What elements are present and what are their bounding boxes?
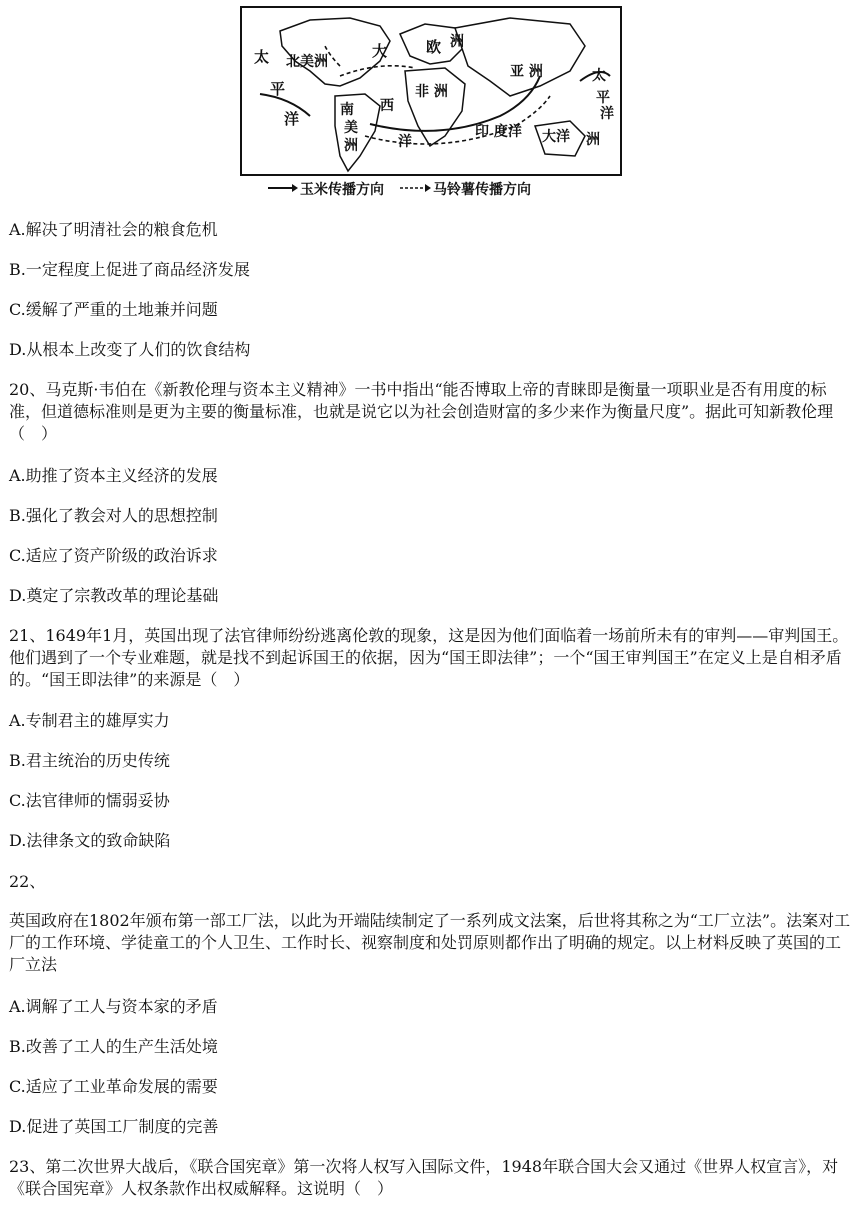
- label-south-1: 南: [340, 102, 354, 118]
- map-figure: [240, 6, 623, 202]
- label-yang-left: 洋: [284, 110, 300, 128]
- label-ping: 平: [270, 80, 286, 98]
- q21-option-c: C.法官律师的懦弱妥协: [9, 791, 170, 810]
- legend-solid-arrowhead: [292, 184, 298, 192]
- legend-corn: 玉米传播方向: [300, 182, 384, 198]
- q20-option-a: A.助推了资本主义经济的发展: [9, 466, 218, 485]
- q19-option-c: C.缓解了严重的土地兼并问题: [9, 300, 218, 319]
- q21-option-a: A.专制君主的雄厚实力: [9, 711, 170, 730]
- label-tai: 太: [254, 48, 270, 66]
- q20-option-d: D.奠定了宗教改革的理论基础: [9, 586, 219, 605]
- q22-option-a: A.调解了工人与资本家的矛盾: [9, 997, 218, 1016]
- label-africa: 非 洲: [415, 84, 448, 100]
- label-ou: 欧: [426, 38, 442, 56]
- q19-option-a: A.解决了明清社会的粮食危机: [9, 220, 218, 239]
- label-south-3: 洲: [344, 138, 358, 154]
- label-yang-r: 洋: [600, 106, 614, 122]
- label-indian: 印 度洋: [475, 124, 522, 140]
- q21-option-b: B.君主统治的历史传统: [9, 751, 170, 770]
- label-yang-atl: 洋: [398, 134, 412, 150]
- label-xi: 西: [380, 98, 394, 114]
- q20-stem: 20、马克斯·韦伯在《新教伦理与资本主义精神》一书中指出“能否博取上帝的青睐即是衡量一项职业是否有用度的标准，但道德标准则是更为主要的衡量标准，也就是说它以为社会创造财富的多少来作为衡量尺度”。据此可知新教伦理（ ）: [9, 380, 834, 443]
- label-da: 大: [372, 42, 388, 60]
- q22-number: 22、: [9, 872, 46, 891]
- label-tai-r: 太: [592, 68, 606, 84]
- q19-option-b: B.一定程度上促进了商品经济发展: [9, 260, 250, 279]
- q20-option-c: C.适应了资产阶级的政治诉求: [9, 546, 218, 565]
- label-zhou-eu: 洲: [450, 34, 464, 50]
- world-map: [240, 6, 623, 202]
- q22-option-b: B.改善了工人的生产生活处境: [9, 1037, 218, 1056]
- legend-dashed-arrowhead: [425, 184, 431, 192]
- q20-option-b: B.强化了教会对人的思想控制: [9, 506, 218, 525]
- label-north-america: 北美洲: [286, 54, 328, 70]
- label-oceania: 大洋: [542, 129, 570, 145]
- label-zhou-r: 洲: [586, 132, 600, 148]
- legend-potato: 马铃薯传播方向: [433, 182, 531, 198]
- q19-option-d: D.从根本上改变了人们的饮食结构: [9, 340, 251, 359]
- q23-stem: 23、第二次世界大战后，《联合国宪章》第一次将人权写入国际文件，1948年联合国大会又通过《世界人权宣言》，对《联合国宪章》人权条款作出权威解释。这说明（ ）: [9, 1157, 839, 1198]
- label-asia: 亚 洲: [510, 64, 543, 80]
- q22-option-c: C.适应了工业革命发展的需要: [9, 1077, 218, 1096]
- q21-stem: 21、1649年1月，英国出现了法官律师纷纷逃离伦敦的现象，这是因为他们面临着一场前所未有的审判——审判国王。他们遇到了一个专业难题，就是找不到起诉国王的依据，因为“国王即法律”；一个“国王审判国王”在定义上是自相矛盾的。“国王即法律”的来源是（ ）: [9, 626, 849, 689]
- q21-option-d: D.法律条文的致命缺陷: [9, 831, 171, 850]
- q22-option-d: D.促进了英国工厂制度的完善: [9, 1117, 219, 1136]
- q22-stem: 英国政府在1802年颁布第一部工厂法，以此为开端陆续制定了一系列成文法案，后世将其称之为“工厂立法”。法案对工厂的工作环境、学徒童工的个人卫生、工作时长、视察制度和处罚原则都作出了明确的规定。以上材料反映了英国的工厂立法: [9, 911, 851, 974]
- label-ping-r: 平: [596, 90, 610, 106]
- label-south-2: 美: [344, 120, 358, 136]
